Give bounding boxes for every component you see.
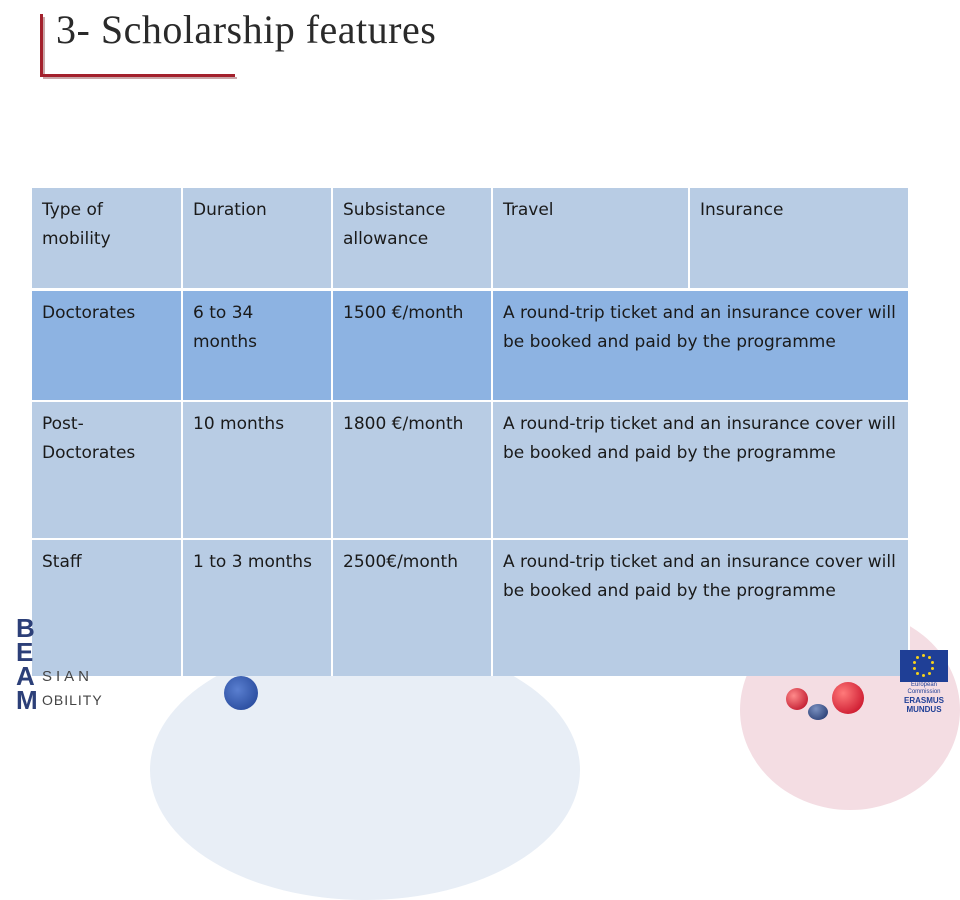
cell-travel-insurance: A round-trip ticket and an insurance cover will be booked and paid by the programme bbox=[492, 290, 909, 402]
beam-letter: E bbox=[16, 637, 34, 667]
cell-allowance: 1500 €/month bbox=[332, 290, 492, 402]
table-header-row bbox=[32, 188, 909, 290]
beam-logo bbox=[12, 612, 112, 720]
header-insurance: Insurance bbox=[689, 188, 909, 290]
cell-duration: 6 to 34 months bbox=[182, 290, 332, 402]
cell-type: Staff bbox=[32, 539, 182, 676]
eu-globe-icon bbox=[224, 676, 258, 710]
slide-title: 3- Scholarship features bbox=[56, 7, 437, 52]
decorative-ball-icon bbox=[786, 688, 808, 710]
table-row bbox=[32, 539, 909, 676]
table-row bbox=[32, 290, 909, 402]
cell-allowance: 1800 €/month bbox=[332, 401, 492, 539]
erasmus-mundus-logo bbox=[896, 648, 952, 720]
table-row bbox=[32, 401, 909, 539]
cell-travel-insurance: A round-trip ticket and an insurance cover will be booked and paid by the programme bbox=[492, 539, 909, 676]
header-duration: Duration bbox=[182, 188, 332, 290]
beam-letter: B bbox=[16, 613, 35, 643]
cell-allowance: 2500€/month bbox=[332, 539, 492, 676]
eu-commission-label: European Commission bbox=[907, 682, 941, 695]
decorative-arc-left bbox=[150, 640, 580, 900]
beam-word: OBILITY bbox=[42, 692, 103, 708]
cell-type: Doctorates bbox=[32, 290, 182, 402]
scholarship-table bbox=[32, 188, 910, 676]
cell-duration: 1 to 3 months bbox=[182, 539, 332, 676]
decorative-ball-icon bbox=[808, 704, 828, 720]
beam-letter: A bbox=[16, 661, 35, 691]
mundus-label: MUNDUS bbox=[906, 705, 942, 714]
decorative-ball-icon bbox=[832, 682, 864, 714]
erasmus-label: ERASMUS bbox=[903, 696, 944, 705]
header-allowance: Subsistance allowance bbox=[332, 188, 492, 290]
cell-type: Post-Doctorates bbox=[32, 401, 182, 539]
header-type: Type of mobility bbox=[32, 188, 182, 290]
eu-flag-icon bbox=[900, 650, 948, 682]
cell-travel-insurance: A round-trip ticket and an insurance cover will be booked and paid by the programme bbox=[492, 401, 909, 539]
beam-letter: M bbox=[16, 685, 38, 715]
beam-word: SIAN bbox=[42, 668, 94, 685]
cell-duration: 10 months bbox=[182, 401, 332, 539]
header-travel: Travel bbox=[492, 188, 689, 290]
